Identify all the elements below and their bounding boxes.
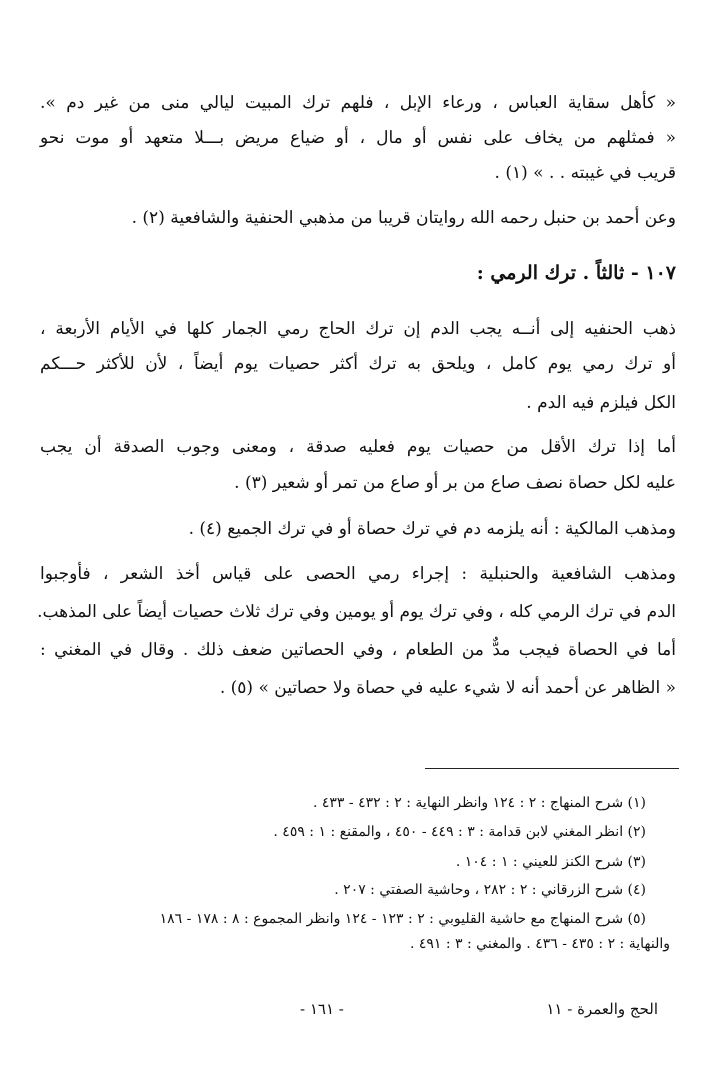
- body-line-4: وعن أحمد بن حنبل رحمه الله روايتان قريبا من مذهبي الحنفية والشافعية (٢) .: [131, 208, 676, 228]
- body-line-9: أما إذا ترك الأقل من حصيات يوم فعليه صدقة ، ومعنى وجوب الصدقة أن يجب: [40, 437, 676, 457]
- body-line-15: « الظاهر عن أحمد أنه لا شيء عليه في حصاة ولا حصاتين » (٥) .: [219, 678, 676, 698]
- footnote-1: (١) شرح المنهاج : ٢ : ١٢٤ وانظر النهاية : ٢ : ٤٣٢ - ٤٣٣ .: [312, 795, 646, 811]
- body-line-6: ذهب الحنفيه إلى أنــه يجب الدم إن ترك الحاج رمي الجمار كلها في الأيام الأربعة ،: [40, 319, 676, 339]
- footnote-3: (٣) شرح الكنز للعيني : ١ : ١٠٤ .: [455, 854, 646, 870]
- footnote-2: (٢) انظر المغني لابن قدامة : ٣ : ٤٤٩ - ٤٥٠ ، والمقنع : ١ : ٤٥٩ .: [273, 824, 646, 840]
- body-line-2: « فمثلهم من يخاف على نفس أو مال ، أو ضياع مريض بـــلا متعهد أو موت نحو: [40, 128, 676, 148]
- footnote-5-continued: والنهاية : ٢ : ٤٣٥ - ٤٣٦ . والمغني : ٣ : ٤٩١ .: [409, 936, 670, 952]
- body-line-12: ومذهب الشافعية والحنبلية : إجراء رمي الحصى على قياس أخذ الشعر ، فأوجبوا: [40, 564, 676, 584]
- body-line-7: أو ترك رمي يوم كامل ، ويلحق به ترك أكثر حصيات يوم أيضاً ، لأن للأكثر حـــكم: [40, 354, 676, 374]
- section-heading: ١٠٧ - ثالثاً . ترك الرمي :: [476, 262, 676, 284]
- body-line-14: أما في الحصاة فيجب مدٌّ من الطعام ، وفي الحصاتين ضعف ذلك . وقال في المغني :: [40, 640, 676, 660]
- footnote-4: (٤) شرح الزرقاني : ٢ : ٢٨٢ ، وحاشية الصفتي : ٢٠٧ .: [334, 882, 646, 898]
- body-line-1: « كأهل سقاية العباس ، ورعاء الإبل ، فلهم ترك المبيت ليالي منى من غير دم ».: [40, 93, 676, 113]
- body-line-8: الكل فيلزم فيه الدم .: [526, 393, 676, 413]
- body-line-13: الدم في ترك الرمي كله ، وفي ترك يوم أو يومين وفي ترك ثلاث حصيات أيضاً على المذهب.: [37, 602, 676, 622]
- footnote-5: (٥) شرح المنهاج مع حاشية القليوبي : ٢ : ١٢٣ - ١٢٤ وانظر المجموع : ٨ : ١٧٨ - ١٨٦: [159, 911, 646, 927]
- body-line-10: عليه لكل حصاة نصف صاع من بر أو صاع من تمر أو شعير (٣) .: [234, 473, 676, 493]
- footnote-separator: [425, 768, 679, 769]
- body-line-3: قريب في غيبته . . » (١) .: [494, 163, 676, 183]
- body-line-11: ومذهب المالكية : أنه يلزمه دم في ترك حصاة أو في ترك الجميع (٤) .: [188, 519, 676, 539]
- book-title-footer: الحج والعمرة - ١١: [546, 1000, 658, 1018]
- page-number: - ١٦١ -: [300, 1000, 344, 1018]
